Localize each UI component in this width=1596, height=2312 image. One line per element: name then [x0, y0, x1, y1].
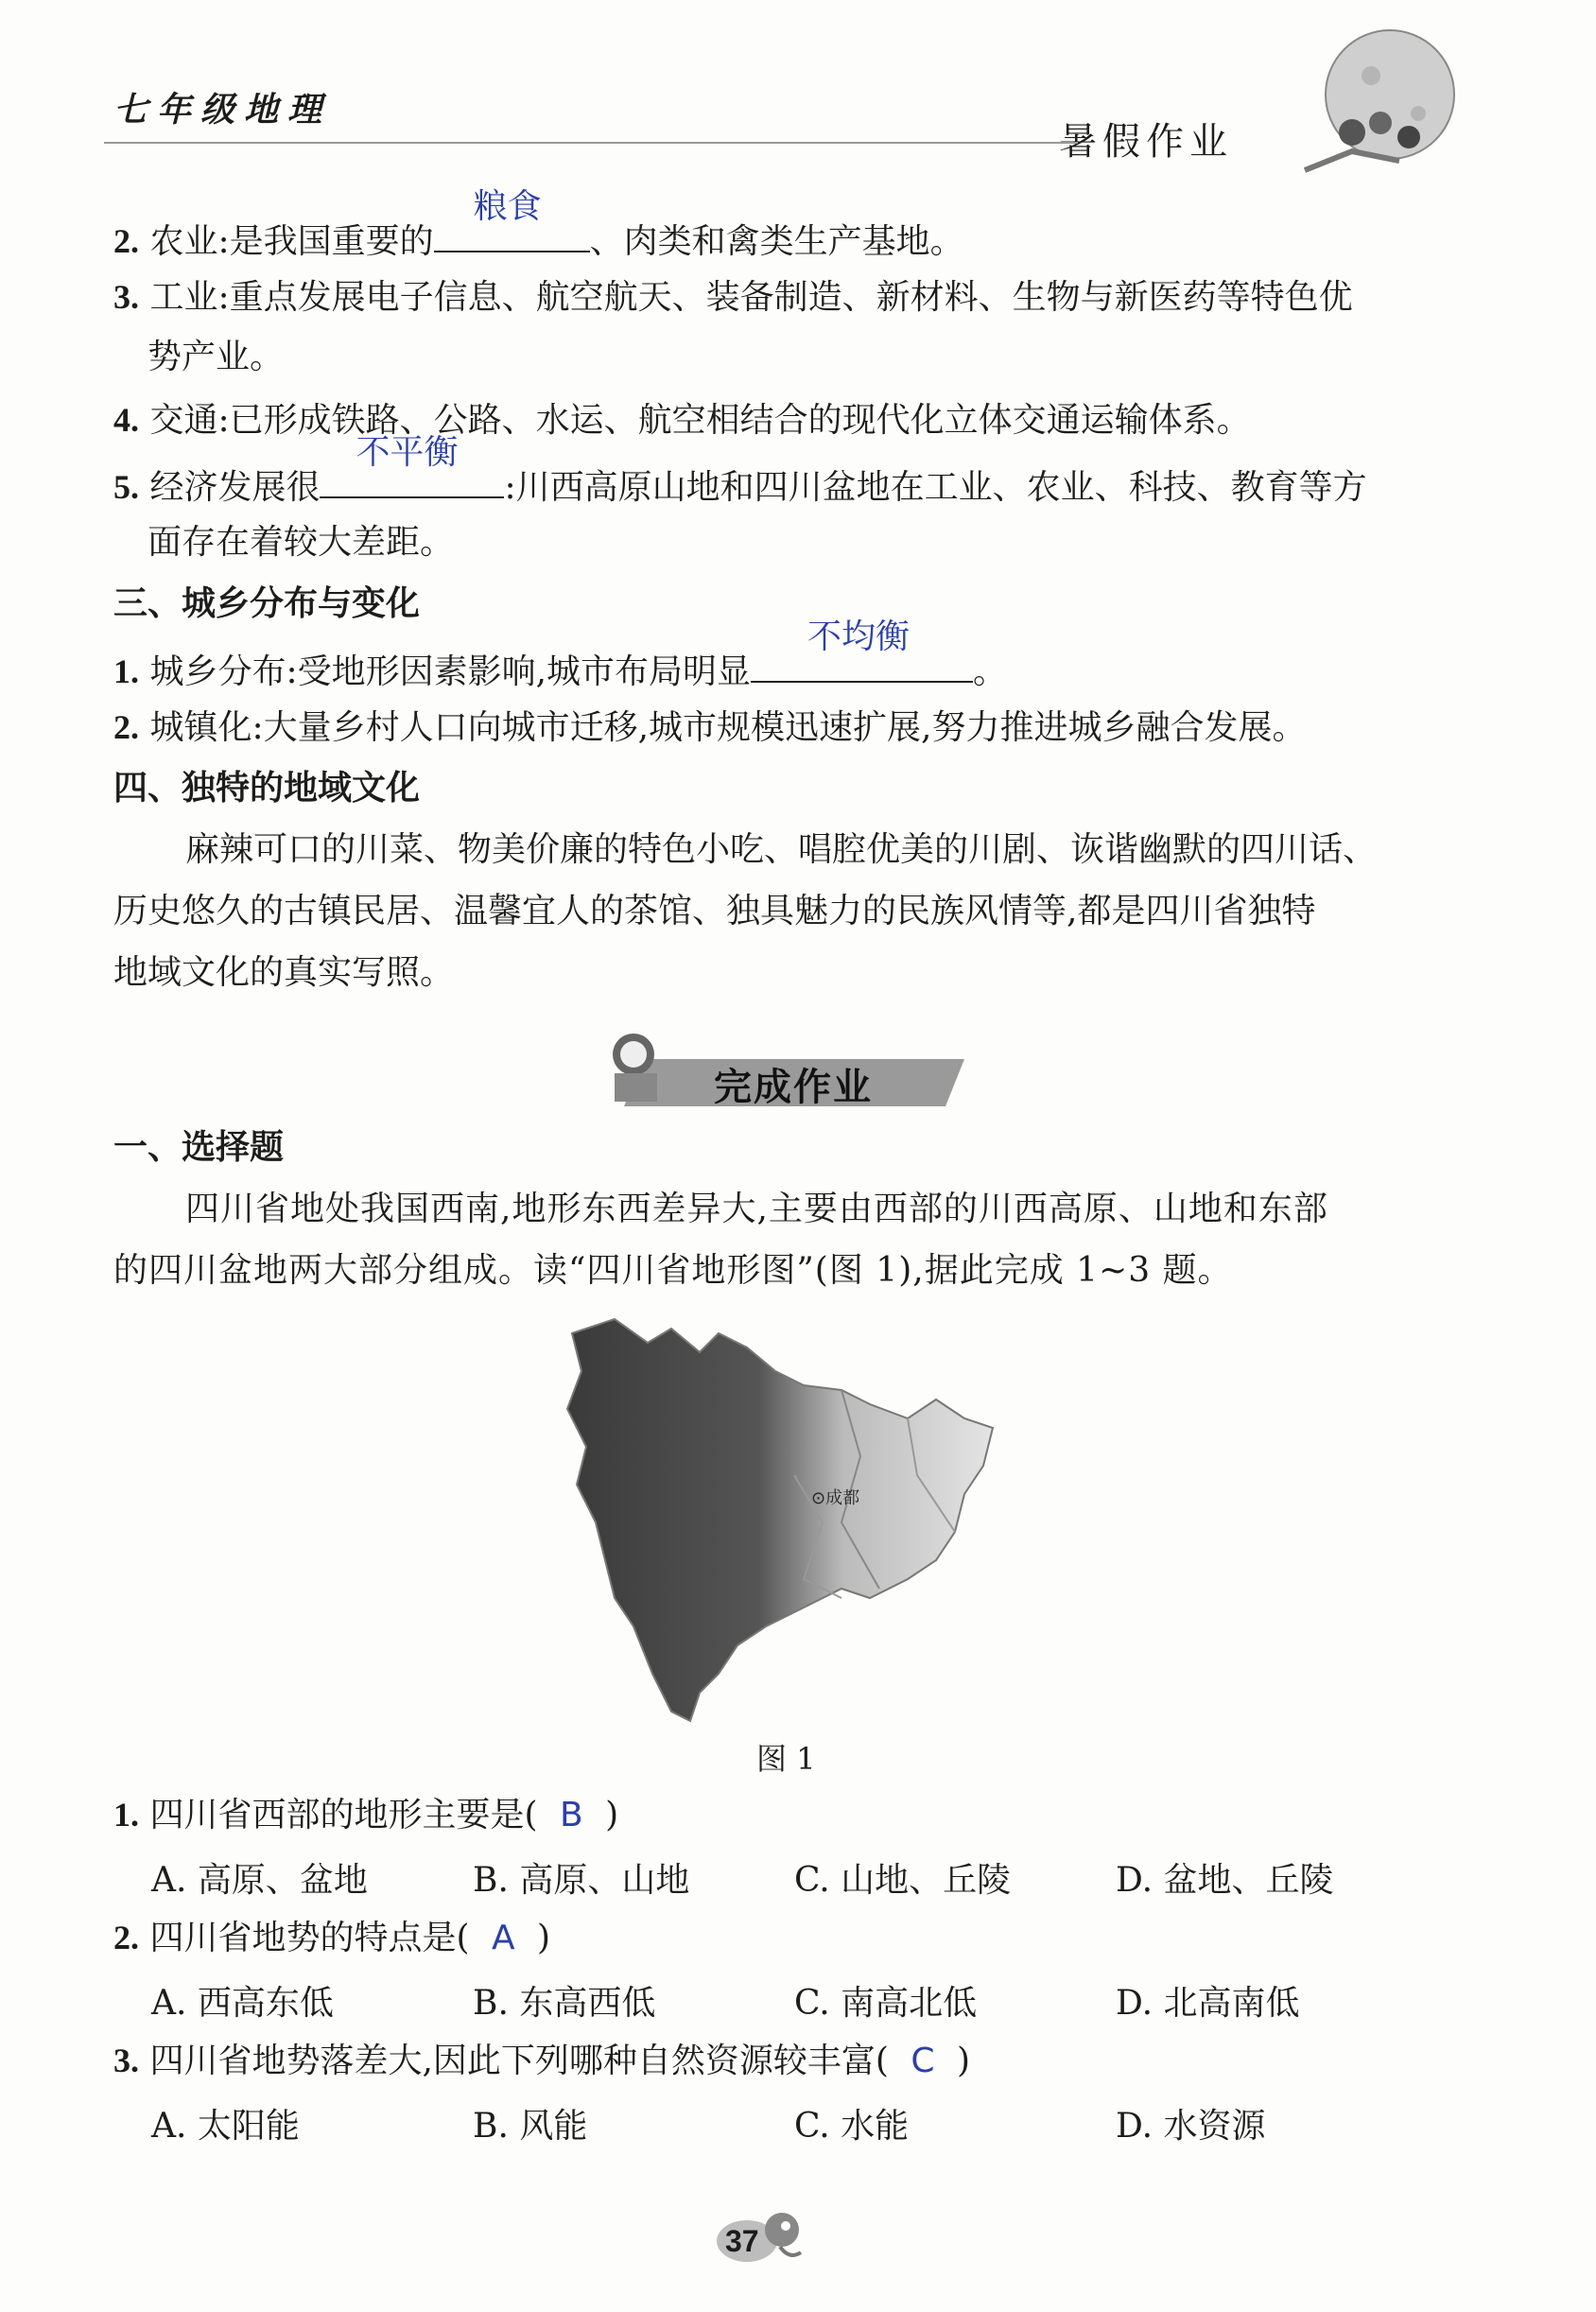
culture-paragraph-line-3: 地域文化的真实写照。 — [113, 953, 455, 992]
item-5-continued: 面存在着较大差距。 — [147, 523, 455, 562]
item-4: 4. 交通:已形成铁路、公路、水运、航空相结合的现代化立体交通运输体系。 — [113, 401, 1251, 440]
handwritten-answer: 不平衡 — [356, 433, 459, 472]
culture-paragraph-line-2: 历史悠久的古镇民居、温馨宜人的茶馆、独具魅力的民族风情等,都是四川省独特 — [113, 892, 1316, 930]
item-5: 5. 经济发展很 不平衡 :川西高原山地和四川盆地在工业、农业、科技、教育等方 — [113, 459, 1367, 511]
q2-option-c: C. 南高北低 — [794, 1984, 978, 2023]
page-number-badge — [714, 2203, 808, 2269]
section-3-item-2: 2. 城镇化:大量乡村人口向城市迁移,城市规模迅速扩展,努力推进城乡融合发展。 — [113, 708, 1307, 747]
q1-option-a: A. 高原、盆地 — [151, 1861, 368, 1900]
q3-option-d: D. 水资源 — [1116, 2107, 1266, 2146]
exercise-section-title: 一、选择题 — [113, 1128, 285, 1167]
header-right-title: 暑假作业 — [1059, 120, 1233, 164]
item-3-continued: 势产业。 — [147, 338, 285, 376]
section-4-title: 四、独特的地域文化 — [113, 769, 421, 808]
culture-paragraph-line-1: 麻辣可口的川菜、物美价廉的特色小吃、唱腔优美的川剧、诙谐幽默的四川话、 — [185, 830, 1378, 869]
q3-option-c: C. 水能 — [794, 2107, 910, 2146]
q3-option-a: A. 太阳能 — [151, 2107, 300, 2146]
exercise-intro-line-1: 四川省地处我国西南,地形东西差异大,主要由西部的川西高原、山地和东部 — [185, 1190, 1328, 1228]
q2-option-b: B. 东高西低 — [473, 1984, 656, 2023]
handwritten-answer: A — [491, 1919, 515, 1957]
section-3-item-1: 1. 城乡分布:受地形因素影响,城市布局明显 不均衡 。 — [113, 643, 1007, 695]
q2-option-a: A. 西高东低 — [151, 1984, 334, 2023]
handwritten-answer: B — [559, 1796, 583, 1834]
answer-blank — [751, 617, 973, 683]
answer-blank — [320, 433, 504, 498]
q1-option-b: B. 高原、山地 — [473, 1861, 690, 1900]
header-left-title: 七年级地理 — [113, 90, 332, 130]
handwritten-answer: C — [911, 2042, 935, 2080]
figure-caption: 图 1 — [756, 1741, 816, 1777]
q2-option-d: D. 北高南低 — [1116, 1984, 1300, 2023]
item-3: 3. 工业:重点发展电子信息、航空航天、装备制造、新材料、生物与新医药等特色优 — [113, 278, 1353, 317]
q1-option-c: C. 山地、丘陵 — [794, 1861, 1012, 1900]
header-rule — [104, 142, 1078, 144]
q1-option-d: D. 盆地、丘陵 — [1116, 1861, 1334, 1900]
section-3-title: 三、城乡分布与变化 — [113, 584, 421, 623]
banner-label: 完成作业 — [714, 1066, 873, 1109]
q3-option-b: B. 风能 — [473, 2107, 588, 2146]
question-3: 3. 四川省地势落差大,因此下列哪种自然资源较丰富( C ) — [113, 2042, 971, 2080]
chengdu-label: ⊙成都 — [811, 1488, 860, 1508]
sichuan-terrain-map — [558, 1314, 1002, 1730]
complete-homework-banner — [586, 1021, 964, 1116]
exercise-intro-line-2: 的四川盆地两大部分组成。读“四川省地形图”(图 1),据此完成 1~3 题。 — [113, 1251, 1233, 1290]
handwritten-answer: 不均衡 — [807, 617, 911, 656]
question-2: 2. 四川省地势的特点是( A ) — [113, 1919, 551, 1957]
page-number: 37 — [725, 2224, 759, 2258]
moon-children-illustration — [1286, 28, 1466, 180]
item-2: 2. 农业:是我国重要的 粮食 、肉类和禽类生产基地。 — [113, 213, 964, 265]
handwritten-answer: 粮食 — [473, 187, 542, 226]
question-1: 1. 四川省西部的地形主要是( B ) — [113, 1796, 619, 1834]
answer-blank — [434, 187, 590, 252]
